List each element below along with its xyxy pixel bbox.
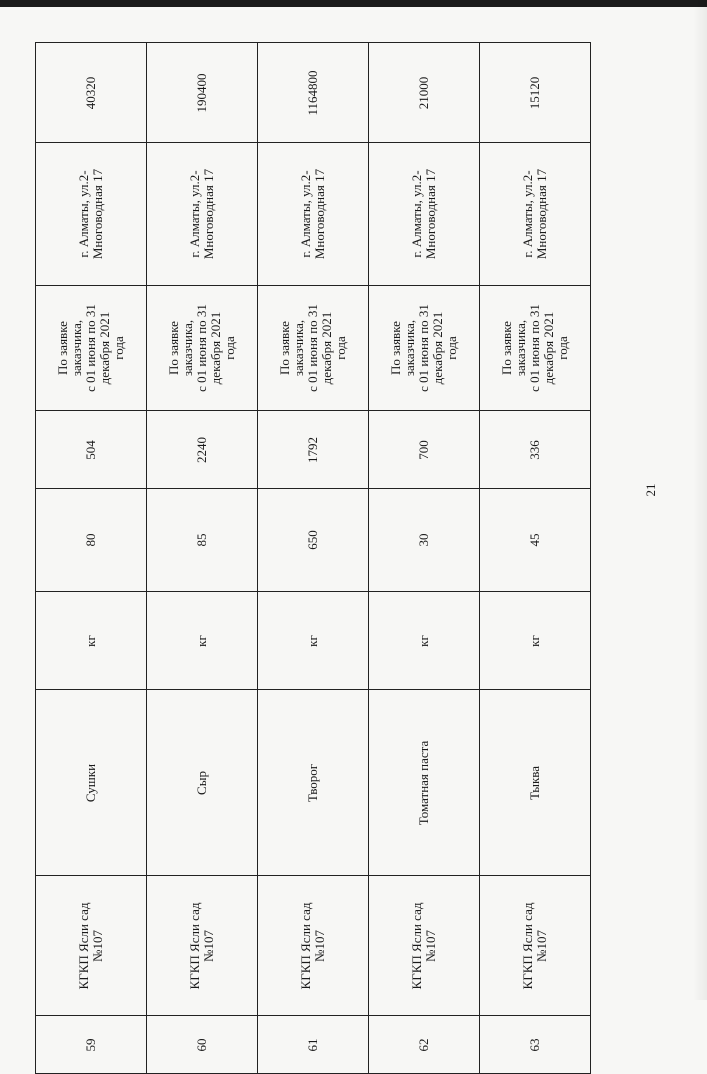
terms-line: с 01 июня по 31 <box>416 304 431 392</box>
terms-line: По заявке <box>55 321 70 375</box>
qty-text: 650 <box>305 530 320 550</box>
address-text <box>77 169 105 259</box>
cell-address <box>258 143 369 286</box>
page-number: 21 <box>643 483 658 497</box>
product-text: Сушки <box>83 763 98 802</box>
cell-product <box>480 690 591 876</box>
address-line: г. Алматы, ул.2- <box>187 170 202 258</box>
customer-text <box>521 902 549 989</box>
unit-text: кг <box>527 634 542 647</box>
terms-line: декабря 2021 <box>97 311 112 385</box>
product-text: Сыр <box>194 770 209 795</box>
terms-line: заказчика, <box>69 319 84 377</box>
customer-text <box>188 902 216 989</box>
num-text: 62 <box>416 1038 431 1051</box>
cell-product <box>258 690 369 876</box>
cell-address <box>480 143 591 286</box>
cell-unit <box>369 592 480 690</box>
cell-terms <box>147 286 258 411</box>
cell-customer <box>36 876 147 1016</box>
terms-line: По заявке <box>166 321 181 375</box>
product-text: Тыква <box>527 765 542 800</box>
scan-right-edge <box>693 0 707 1000</box>
terms-line: с 01 июня по 31 <box>527 304 542 392</box>
cell-amount <box>480 43 591 143</box>
num-text: 59 <box>83 1038 98 1051</box>
customer-line: №107 <box>312 929 327 962</box>
cell-price <box>258 411 369 489</box>
address-text <box>521 169 549 259</box>
address-line: г. Алматы, ул.2- <box>76 170 91 258</box>
qty-text: 80 <box>83 533 98 547</box>
amount-text: 21000 <box>416 76 431 109</box>
address-line: Многоводная 17 <box>201 168 216 260</box>
address-text <box>188 169 216 259</box>
terms-text <box>56 304 126 392</box>
terms-line: с 01 июня по 31 <box>194 304 209 392</box>
terms-line: По заявке <box>388 321 403 375</box>
cell-address <box>369 143 480 286</box>
num-text: 60 <box>194 1038 209 1051</box>
cell-customer <box>369 876 480 1016</box>
terms-line: декабря 2021 <box>208 311 223 385</box>
customer-line: КГКП Ясли сад <box>520 902 535 989</box>
cell-price <box>480 411 591 489</box>
customer-text <box>410 902 438 989</box>
customer-line: КГКП Ясли сад <box>298 902 313 989</box>
scan-top-edge <box>0 0 707 7</box>
qty-text: 45 <box>527 533 542 547</box>
terms-line: декабря 2021 <box>319 311 334 385</box>
cell-customer <box>258 876 369 1016</box>
cell-unit <box>147 592 258 690</box>
customer-line: №107 <box>534 929 549 962</box>
terms-text <box>500 304 570 392</box>
terms-text <box>167 304 237 392</box>
address-line: г. Алматы, ул.2- <box>409 170 424 258</box>
cell-terms <box>480 286 591 411</box>
cell-unit <box>258 592 369 690</box>
terms-text <box>278 304 348 392</box>
price-text: 2240 <box>194 436 209 463</box>
customer-line: №107 <box>90 929 105 962</box>
price-text: 1792 <box>305 436 320 463</box>
cell-price <box>36 411 147 489</box>
cell-address <box>147 143 258 286</box>
terms-line: заказчика, <box>180 319 195 377</box>
cell-product <box>36 690 147 876</box>
address-line: г. Алматы, ул.2- <box>520 170 535 258</box>
customer-line: №107 <box>423 929 438 962</box>
terms-line: года <box>333 336 348 360</box>
cell-num <box>147 1016 258 1074</box>
customer-line: КГКП Ясли сад <box>76 902 91 989</box>
cell-amount <box>369 43 480 143</box>
price-text: 700 <box>416 439 431 460</box>
customer-line: №107 <box>201 929 216 962</box>
amount-text: 1164800 <box>305 69 320 116</box>
customer-line: КГКП Ясли сад <box>409 902 424 989</box>
address-line: Многоводная 17 <box>534 168 549 260</box>
product-text: Творог <box>305 763 320 802</box>
terms-line: года <box>222 336 237 360</box>
price-text: 504 <box>83 439 98 460</box>
amount-text: 190400 <box>194 73 209 112</box>
cell-price <box>147 411 258 489</box>
cell-qty <box>36 489 147 592</box>
address-text <box>410 169 438 259</box>
qty-text: 30 <box>416 533 431 547</box>
terms-line: заказчика, <box>513 319 528 377</box>
amount-text: 40320 <box>83 76 98 109</box>
cell-terms <box>36 286 147 411</box>
customer-line: КГКП Ясли сад <box>187 902 202 989</box>
terms-line: заказчика, <box>402 319 417 377</box>
address-line: Многоводная 17 <box>312 168 327 260</box>
product-text: Томатная паста <box>416 740 431 825</box>
terms-line: года <box>555 336 570 360</box>
address-line: г. Алматы, ул.2- <box>298 170 313 258</box>
cell-unit <box>36 592 147 690</box>
cell-amount <box>147 43 258 143</box>
address-line: Многоводная 17 <box>423 168 438 260</box>
cell-qty <box>258 489 369 592</box>
customer-text <box>77 902 105 989</box>
address-line: Многоводная 17 <box>90 168 105 260</box>
cell-customer <box>480 876 591 1016</box>
unit-text: кг <box>305 634 320 647</box>
cell-num <box>258 1016 369 1074</box>
amount-text: 15120 <box>527 76 542 109</box>
terms-line: По заявке <box>277 321 292 375</box>
cell-terms <box>369 286 480 411</box>
cell-price <box>369 411 480 489</box>
cell-amount <box>258 43 369 143</box>
terms-line: с 01 июня по 31 <box>305 304 320 392</box>
price-text: 336 <box>527 439 542 460</box>
unit-text: кг <box>194 634 209 647</box>
num-text: 61 <box>305 1038 320 1051</box>
cell-address <box>36 143 147 286</box>
customer-text <box>299 902 327 989</box>
cell-num <box>480 1016 591 1074</box>
terms-line: декабря 2021 <box>541 311 556 385</box>
cell-terms <box>258 286 369 411</box>
cell-qty <box>147 489 258 592</box>
cell-num <box>36 1016 147 1074</box>
unit-text: кг <box>83 634 98 647</box>
terms-text <box>389 304 459 392</box>
cell-customer <box>147 876 258 1016</box>
terms-line: с 01 июня по 31 <box>83 304 98 392</box>
cell-qty <box>480 489 591 592</box>
cell-amount <box>36 43 147 143</box>
cell-product <box>147 690 258 876</box>
terms-line: года <box>111 336 126 360</box>
cell-product <box>369 690 480 876</box>
cell-num <box>369 1016 480 1074</box>
terms-line: По заявке <box>499 321 514 375</box>
num-text: 63 <box>527 1038 542 1051</box>
terms-line: заказчика, <box>291 319 306 377</box>
cell-unit <box>480 592 591 690</box>
address-text <box>299 169 327 259</box>
terms-line: года <box>444 336 459 360</box>
cell-qty <box>369 489 480 592</box>
qty-text: 85 <box>194 533 209 547</box>
procurement-table <box>35 42 591 1074</box>
terms-line: декабря 2021 <box>430 311 445 385</box>
unit-text: кг <box>416 634 431 647</box>
